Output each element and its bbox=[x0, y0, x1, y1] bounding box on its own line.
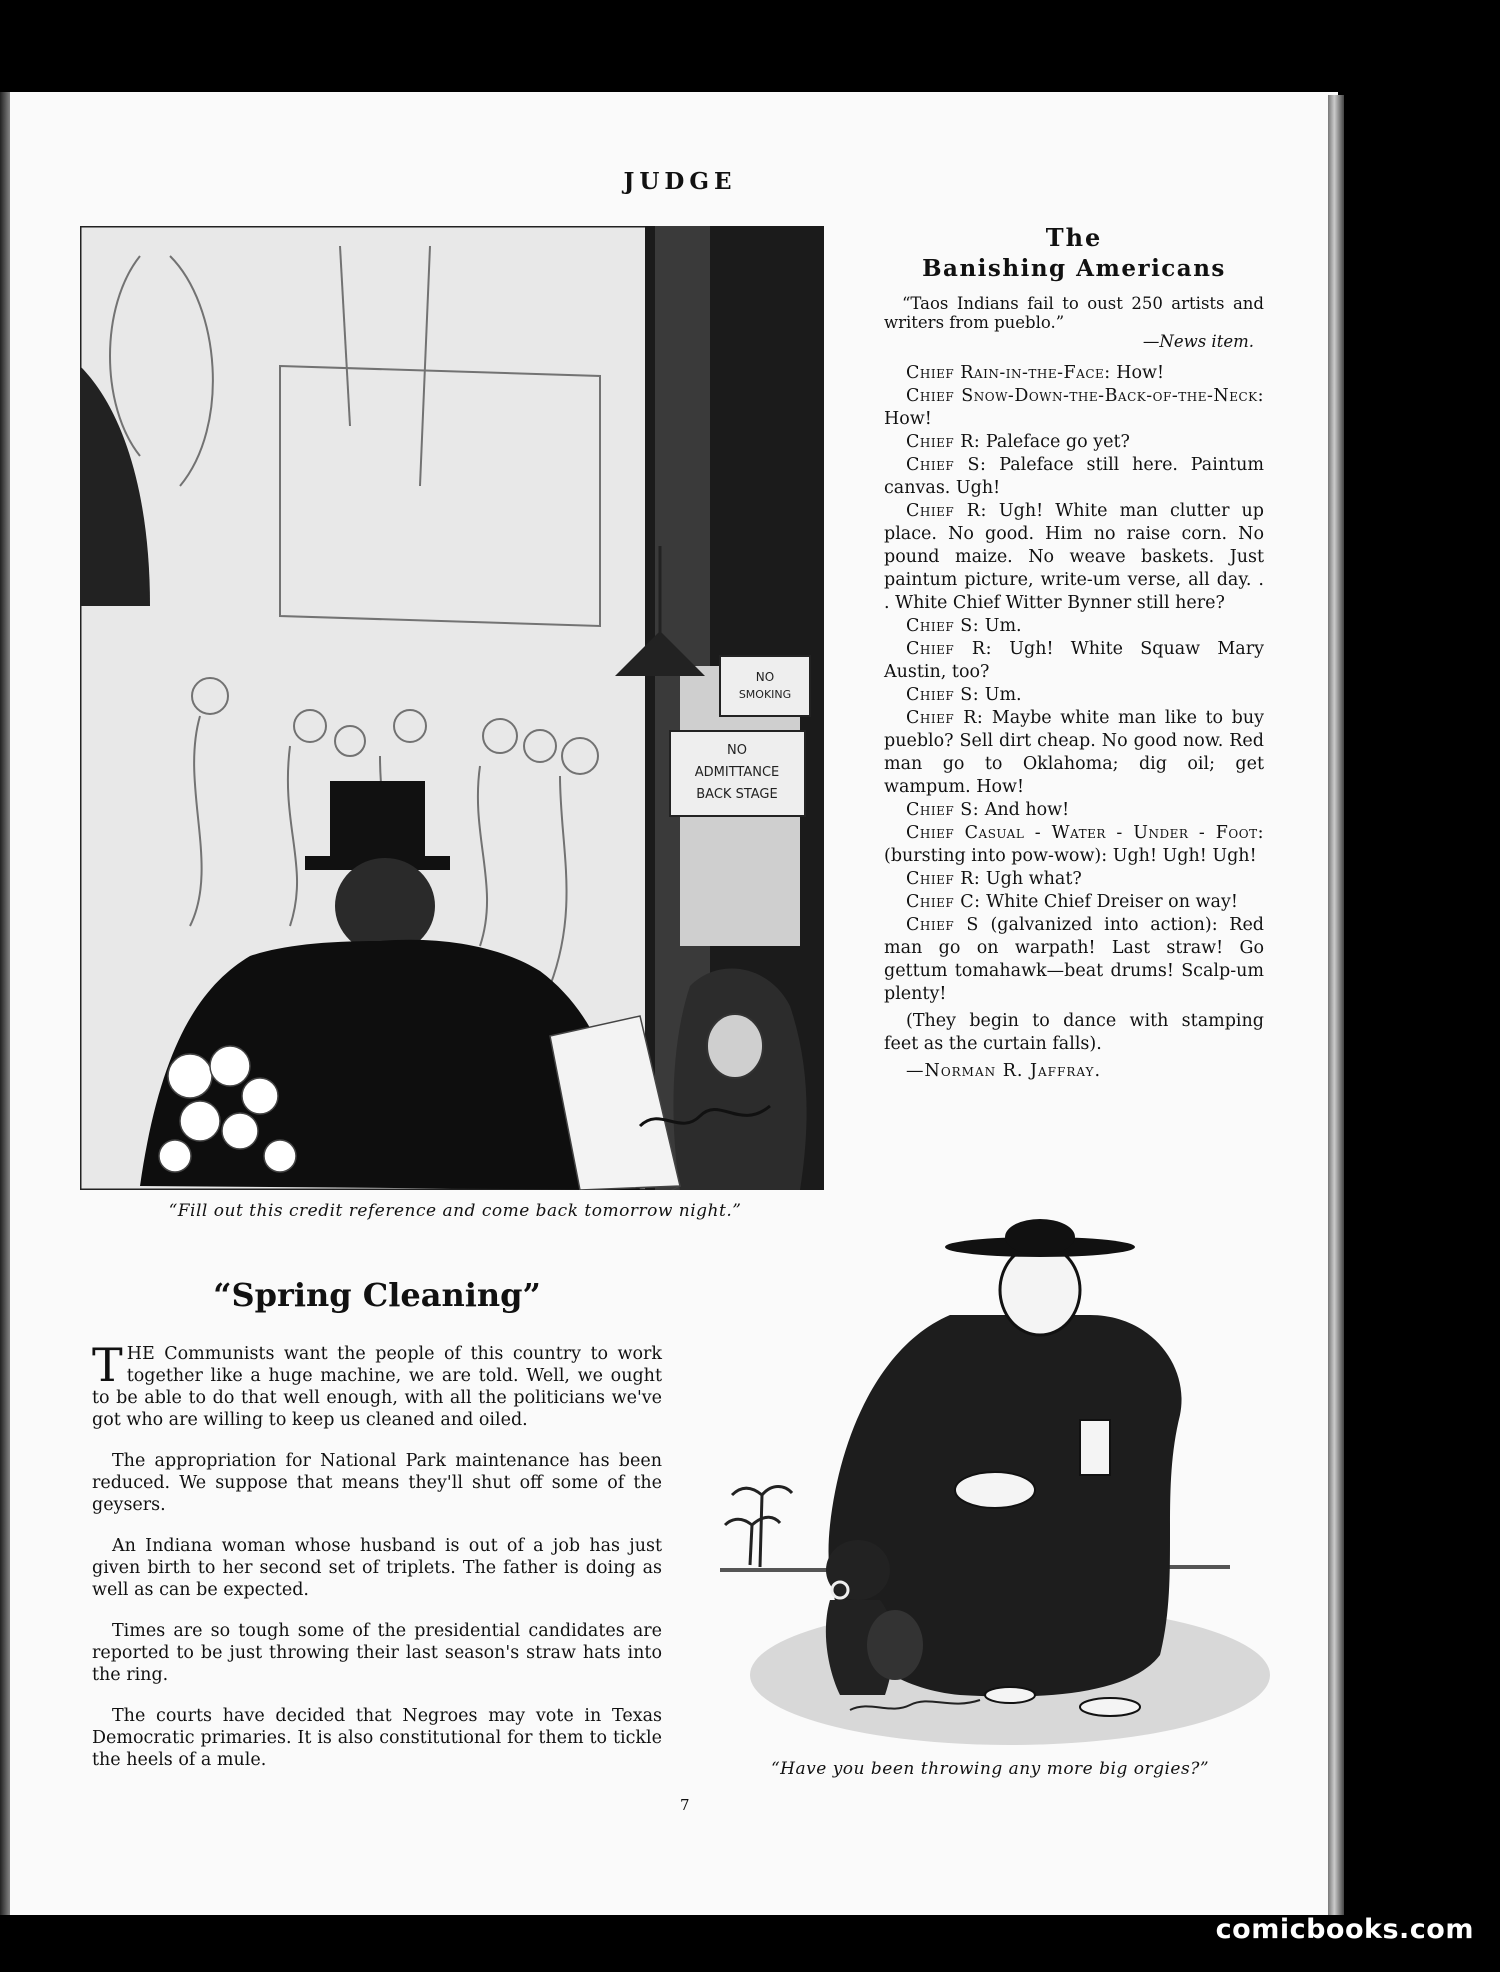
dialogue-line bbox=[884, 454, 1264, 500]
speaker: Chief S bbox=[906, 915, 979, 935]
cartoon-stage-door bbox=[80, 226, 824, 1190]
paragraph bbox=[92, 1338, 662, 1431]
speaker: Chief R: bbox=[906, 708, 984, 728]
speaker: Chief Casual - Water - Under - Foot: bbox=[906, 823, 1264, 843]
speaker: Chief R: bbox=[906, 501, 987, 521]
dialogue-line bbox=[884, 385, 1264, 431]
epigraph: “Taos Indians fail to oust 250 artists and writers from pueblo.” bbox=[884, 294, 1264, 332]
svg-text:NO: NO bbox=[755, 670, 775, 684]
line-text: Ugh what? bbox=[980, 869, 1082, 889]
line-text: Ugh! White man clutter up place. No good. Him no raise corn. No pound maize. No weave baskets. Just paintum picture, write-um verse, all day. . . White Chief Witter Bynner still here? bbox=[884, 501, 1264, 613]
line-text: How! bbox=[884, 409, 932, 429]
dialogue-line bbox=[884, 500, 1264, 615]
dialogue-line bbox=[884, 362, 1264, 385]
cartoon-missionary-caption: “Have you been throwing any more big orgies?” bbox=[770, 1759, 1210, 1779]
article-spring-cleaning bbox=[92, 1275, 662, 1790]
page-right-edge bbox=[1328, 95, 1344, 1915]
speaker: Chief S: bbox=[906, 685, 980, 705]
line-text: How! bbox=[1110, 363, 1165, 383]
dialogue-line bbox=[884, 615, 1264, 638]
paragraph: Times are so tough some of the presidential candidates are reported to be just throwing their last season's straw hats into the ring. bbox=[92, 1621, 662, 1685]
paragraph-text: HE Communists want the people of this country to work together like a huge machine, we are told. Well, we ought to be able to do that well enough, with all the politicians we've got who are willing to keep us cleaned and oiled. bbox=[92, 1344, 662, 1430]
dialogue-line bbox=[884, 891, 1264, 914]
speaker: Chief S: bbox=[906, 800, 980, 820]
stage-door-drawing bbox=[80, 226, 824, 1190]
masthead: JUDGE bbox=[623, 168, 737, 195]
speaker: Chief Snow-Down-the-Back-of-the-Neck: bbox=[906, 386, 1264, 406]
dialogue-line bbox=[884, 822, 1264, 868]
paragraph: The appropriation for National Park maintenance has been reduced. We suppose that means they'll shut off some of the geysers. bbox=[92, 1451, 662, 1515]
line-text: Um. bbox=[979, 685, 1022, 705]
article-title-line2: Banishing Americans bbox=[922, 255, 1226, 282]
line-text: Um. bbox=[979, 616, 1022, 636]
page-number: 7 bbox=[680, 1796, 690, 1814]
speaker: Chief R: bbox=[906, 432, 981, 452]
line-text: (bursting into pow-wow): Ugh! Ugh! Ugh! bbox=[884, 846, 1257, 866]
dialogue-line bbox=[884, 707, 1264, 799]
article-title: “Spring Cleaning” bbox=[213, 1276, 541, 1314]
line-text: And how! bbox=[979, 800, 1070, 820]
line-text: Maybe white man like to buy pueblo? Sell dirt cheap. No good now. Red man go to Oklahoma; dig oil; get wampum. How! bbox=[884, 708, 1264, 797]
drop-cap: T bbox=[92, 1338, 123, 1392]
speaker: Chief S: bbox=[906, 616, 980, 636]
svg-text:SMOKING: SMOKING bbox=[738, 688, 792, 701]
line-text: Ugh! White Squaw Mary Austin, too? bbox=[884, 639, 1264, 682]
line-text: (galvanized into action): Red man go on warpath! Last straw! Go gettum tomahawk—beat drums! Scalp-um plenty! bbox=[884, 915, 1265, 1004]
dialogue-line bbox=[884, 914, 1264, 1006]
line-text: Paleface go yet? bbox=[980, 432, 1130, 452]
line-text: Paleface still here. Paintum canvas. Ugh! bbox=[884, 455, 1264, 498]
cartoon-stage-door-caption: “Fill out this credit reference and come back tomorrow night.” bbox=[168, 1201, 742, 1221]
dialogue-line bbox=[884, 799, 1264, 822]
dialogue-line bbox=[884, 684, 1264, 707]
paragraph: The courts have decided that Negroes may vote in Texas Democratic primaries. It is also constitutional for them to tickle the heels of a mule. bbox=[92, 1706, 662, 1770]
missionary-drawing bbox=[710, 1195, 1270, 1750]
speaker: Chief S: bbox=[906, 455, 987, 475]
svg-text:NO: NO bbox=[727, 743, 747, 758]
byline: —Norman R. Jaffray. bbox=[906, 1061, 1102, 1081]
article-title-line1: The bbox=[1045, 223, 1103, 252]
speaker: Chief R: bbox=[906, 639, 993, 659]
paragraph: An Indiana woman whose husband is out of a job has just given birth to her second set of triplets. The father is doing as well as can be expected. bbox=[92, 1536, 662, 1600]
site-watermark: comicbooks.com bbox=[1215, 1914, 1474, 1945]
speaker: Chief Rain-in-the-Face: bbox=[906, 363, 1111, 383]
speaker: Chief C: bbox=[906, 892, 981, 912]
speaker: Chief R: bbox=[906, 869, 981, 889]
svg-text:BACK STAGE: BACK STAGE bbox=[696, 787, 778, 802]
article-banishing-americans bbox=[884, 222, 1264, 1083]
cartoon-missionary bbox=[710, 1195, 1270, 1750]
line-text: White Chief Dreiser on way! bbox=[980, 892, 1238, 912]
epigraph-source: —News item. bbox=[1142, 332, 1254, 351]
stage-direction: (They begin to dance with stamping feet as the curtain falls). bbox=[884, 1011, 1264, 1054]
dialogue-line bbox=[884, 431, 1264, 454]
svg-text:ADMITTANCE: ADMITTANCE bbox=[694, 765, 780, 780]
dialogue-line bbox=[884, 868, 1264, 891]
dialogue-line bbox=[884, 638, 1264, 684]
dialogue bbox=[884, 362, 1264, 1083]
